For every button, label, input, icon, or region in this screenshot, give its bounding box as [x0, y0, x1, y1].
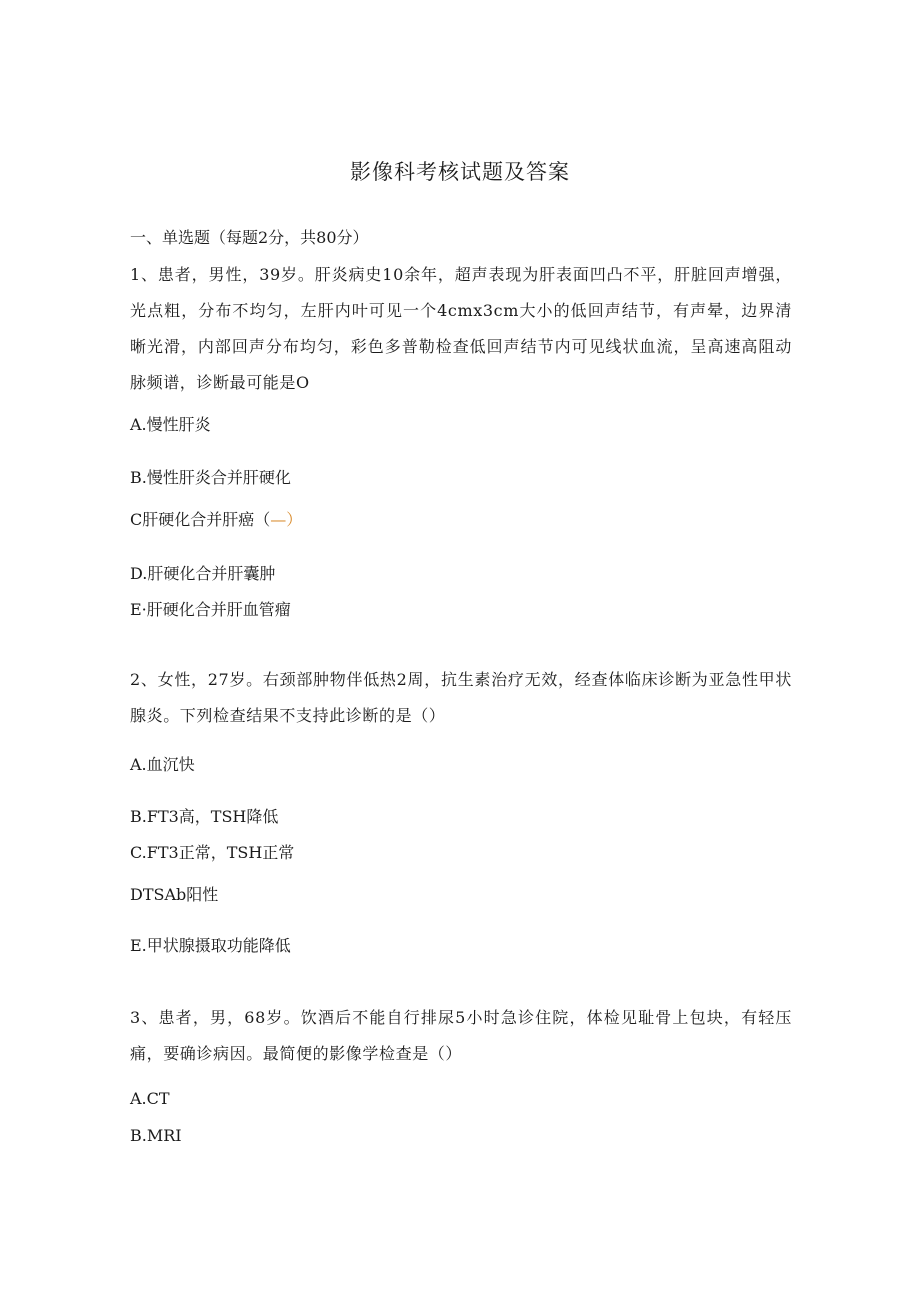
question-2-option-a: A.血沉快: [130, 755, 195, 774]
question-2-stem: 2、女性，27岁。右颈部肿物伴低热2周，抗生素治疗无效，经查体临床诊断为亚急性甲状腺炎。下列检查结果不支持此诊断的是（）: [130, 670, 792, 725]
question-1-option-d: D.肝硬化合并肝囊肿: [130, 564, 276, 583]
question-1-answer-mark: —）: [270, 510, 303, 529]
question-3-stem: 3、患者，男，68岁。饮酒后不能自行排尿5小时急诊住院，体检见耻骨上包块，有轻压痛，要确诊病因。最简便的影像学检查是（）: [130, 1008, 792, 1063]
question-2-option-d: DTSAb阳性: [130, 885, 219, 904]
question-2-option-b: B.FT3高，TSH降低: [130, 807, 279, 826]
question-1-option-c: [130, 510, 302, 530]
question-3-option-a: A.CT: [130, 1089, 170, 1108]
question-1-option-b: B.慢性肝炎合并肝硬化: [130, 468, 291, 487]
question-3-option-b: B.MRI: [130, 1126, 182, 1145]
section-heading: 一、单选题（每题2分，共80分）: [130, 228, 369, 247]
question-2-option-e: E.甲状腺摄取功能降低: [130, 936, 291, 955]
question-1-option-a: A.慢性肝炎: [130, 415, 211, 434]
document-title: 影像科考核试题及答案: [350, 160, 570, 184]
question-1-option-c-text: C肝硬化合并肝癌（: [130, 510, 271, 529]
question-1-option-e: E·肝硬化合并肝血管瘤: [130, 600, 291, 619]
question-2-option-c: C.FT3正常，TSH正常: [130, 843, 295, 862]
question-1-stem: 1、患者，男性，39岁。肝炎病史10余年，超声表现为肝表面凹凸不平，肝脏回声增强，光点粗，分布不均匀，左肝内叶可见一个4cmx3cm大小的低回声结节，有声晕，边界清晰光滑，内部回声分布均匀，彩色多普勒检查低回声结节内可见线状血流，呈高速高阻动脉频谱，诊断最可能是O: [130, 265, 792, 392]
